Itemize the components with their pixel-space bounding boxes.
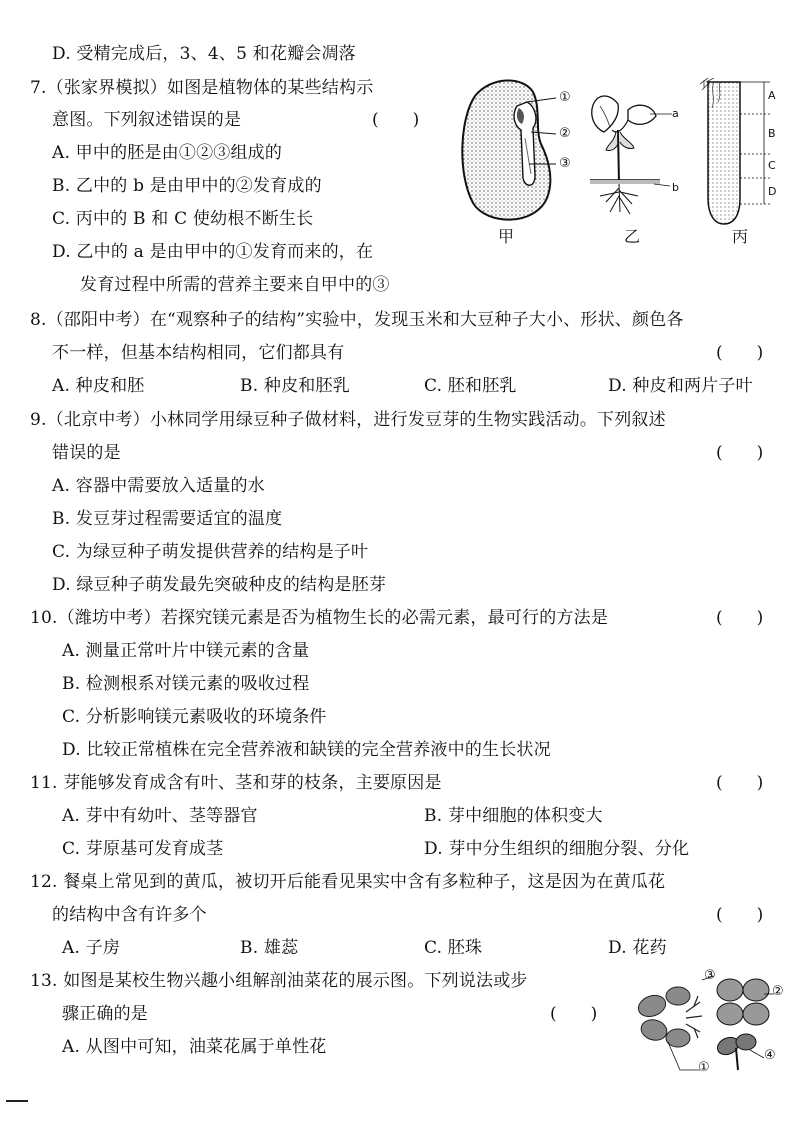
q12-option-b: B. 雄蕊 (240, 938, 299, 958)
q10-answer-blank[interactable]: ( ) (716, 608, 764, 628)
q7-stem-line1: 7.（张家界模拟）如图是植物体的某些结构示 (30, 78, 374, 98)
q6-option-d: D. 受精完成后，3、4、5 和花瓣会凋落 (52, 44, 356, 64)
q10-option-a: A. 测量正常叶片中镁元素的含量 (62, 641, 310, 661)
seedling-diagram (584, 92, 684, 222)
seed-mark-1: ① (559, 90, 571, 105)
q12-stem-line1: 12. 餐桌上常见到的黄瓜，被切开后能看见果实中含有多粒种子，这是因为在黄瓜花 (30, 872, 666, 892)
q11-option-b: B. 芽中细胞的体积变大 (424, 806, 603, 826)
q9-option-a: A. 容器中需要放入适量的水 (52, 476, 265, 496)
q7-stem-line2: 意图。下列叙述错误的是 (52, 110, 242, 130)
seed-coat-outline (462, 80, 550, 219)
sepals-group (715, 1034, 756, 1070)
q13-option-a: A. 从图中可知，油菜花属于单性花 (62, 1037, 327, 1057)
q9-option-d: D. 绿豆种子萌发最先突破种皮的结构是胚芽 (52, 575, 387, 595)
q11-stem-line1: 11. 芽能够发育成含有叶、茎和芽的枝条，主要原因是 (30, 773, 442, 793)
roots (600, 184, 638, 214)
stem (618, 130, 619, 184)
q12-option-d: D. 花药 (608, 938, 667, 958)
flower-mark-3: ③ (704, 968, 716, 983)
stamens-center (686, 996, 702, 1038)
q9-option-b: B. 发豆芽过程需要适宜的温度 (52, 509, 283, 529)
q8-stem-line1: 8.（邵阳中考）在“观察种子的结构”实验中，发现玉米和大豆种子大小、形状、颜色各 (30, 310, 684, 330)
q9-stem-line1: 9.（北京中考）小林同学用绿豆种子做材料，进行发豆芽的生物实践活动。下列叙述 (30, 410, 666, 430)
q8-option-b: B. 种皮和胚乳 (240, 376, 350, 396)
q13-stem-line2: 骤正确的是 (62, 1004, 148, 1024)
cotyledon-right (620, 132, 634, 149)
q8-option-a: A. 种皮和胚 (52, 376, 145, 396)
q10-option-b: B. 检测根系对镁元素的吸收过程 (62, 674, 310, 694)
q8-answer-blank[interactable]: ( ) (716, 343, 764, 363)
q7-option-d-line1: D. 乙中的 a 是由甲中的①发育而来的，在 (52, 242, 374, 262)
q9-option-c: C. 为绿豆种子萌发提供营养的结构是子叶 (52, 542, 369, 562)
flower-mark-4: ④ (764, 1048, 776, 1063)
root-zone-c: C (768, 159, 776, 172)
root-zone-b: B (768, 127, 776, 140)
figure-label-yi: 乙 (624, 227, 641, 246)
q7-option-a: A. 甲中的胚是由①②③组成的 (52, 143, 283, 163)
petals-right-group (717, 979, 769, 1025)
root-zone-a: A (768, 89, 776, 102)
figure-label-bing: 丙 (732, 227, 749, 246)
q13-stem-line1: 13. 如图是某校生物兴趣小组解剖油菜花的展示图。下列说法或步 (30, 971, 528, 991)
q12-option-a: A. 子房 (62, 938, 121, 958)
figure-bing-root-tip (700, 78, 786, 228)
q8-stem-line2: 不一样，但基本结构相同，它们都具有 (52, 343, 345, 363)
q11-answer-blank[interactable]: ( ) (716, 773, 764, 793)
seed-mark-2: ② (559, 126, 571, 141)
footer-divider (6, 1100, 28, 1102)
root-zone-d: D (768, 185, 777, 198)
seed-mark-3: ③ (559, 156, 571, 171)
figure-yi-seedling (584, 92, 684, 222)
q8-option-d: D. 种皮和两片子叶 (608, 376, 753, 396)
q11-option-c: C. 芽原基可发育成茎 (62, 839, 224, 859)
q11-option-d: D. 芽中分生组织的细胞分裂、分化 (424, 839, 690, 859)
q12-option-c: C. 胚珠 (424, 938, 483, 958)
q12-stem-line2: 的结构中含有许多个 (52, 905, 207, 925)
q13-answer-blank[interactable]: ( ) (550, 1004, 598, 1024)
figure-rapeseed-flower (624, 966, 788, 1078)
q12-answer-blank[interactable]: ( ) (716, 905, 764, 925)
q10-option-c: C. 分析影响镁元素吸收的环境条件 (62, 707, 327, 727)
seedling-mark-b: b (672, 181, 679, 194)
flower-mark-1: ① (698, 1060, 710, 1075)
q8-option-c: C. 胚和胚乳 (424, 376, 517, 396)
q7-answer-blank[interactable]: ( ) (372, 110, 420, 130)
q7-option-c: C. 丙中的 B 和 C 使幼根不断生长 (52, 209, 314, 229)
q10-option-d: D. 比较正常植株在完全营养液和缺镁的完全营养液中的生长状况 (62, 740, 551, 760)
leaf-right (628, 105, 656, 124)
figure-label-jia: 甲 (498, 227, 515, 246)
q7-option-b: B. 乙中的 b 是由甲中的②发育成的 (52, 176, 322, 196)
flower-mark-2: ② (772, 984, 784, 999)
q9-stem-line2: 错误的是 (52, 443, 121, 463)
q9-answer-blank[interactable]: ( ) (716, 443, 764, 463)
seedling-mark-a: a (672, 107, 679, 120)
cotyledon-left (606, 132, 618, 151)
q7-option-d-line2: 发育过程中所需的营养主要来自甲中的③ (80, 275, 390, 295)
figure-jia-seed (455, 78, 585, 226)
q10-stem-line1: 10.（潍坊中考）若探究镁元素是否为植物生长的必需元素，最可行的方法是 (30, 608, 609, 628)
q11-option-a: A. 芽中有幼叶、茎等器官 (62, 806, 258, 826)
petals-left-group (635, 987, 690, 1047)
